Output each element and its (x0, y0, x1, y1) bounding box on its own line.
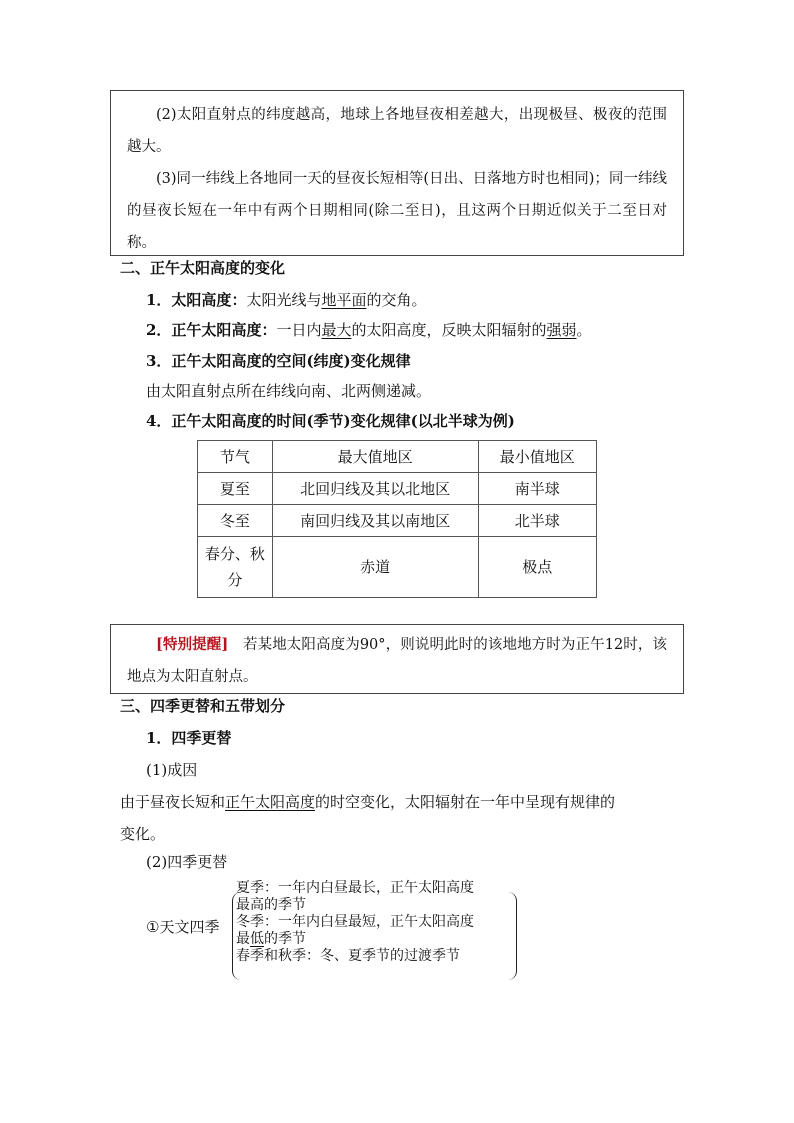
astronomical-seasons-label: ①天文四季 (146, 918, 220, 936)
item-spatial-rule: 3．正午太阳高度的空间(纬度)变化规律 (146, 352, 411, 370)
table-cell: 赤道 (272, 537, 478, 598)
table-header: 最大值地区 (272, 441, 478, 473)
summer-line-2: 最高的季节 (236, 897, 306, 913)
table-row (198, 473, 597, 505)
table-cell: 南半球 (478, 473, 596, 505)
principle-point-2: (2)太阳直射点的纬度越高，地球上各地昼夜相差越大，出现极昼、极夜的范围越大。 (127, 107, 667, 155)
winter-line-1: 冬季：一年内白昼最短，正午太阳高度 (236, 914, 474, 930)
table-header-row (198, 441, 597, 473)
spatial-rule-text: 由太阳直射点所在纬线向南、北两侧递减。 (146, 382, 432, 400)
table-header: 节气 (198, 441, 273, 473)
season-change-subheading: (2)四季更替 (146, 853, 228, 871)
cause-subheading: (1)成因 (146, 761, 198, 779)
table-cell: 南回归线及其以南地区 (272, 505, 478, 537)
astronomical-seasons (146, 880, 526, 980)
section-2-heading: 二、正午太阳高度的变化 (120, 259, 286, 277)
table-cell: 北回归线及其以北地区 (272, 473, 478, 505)
table-row (198, 537, 597, 598)
winter-line-2: 最低的季节 (236, 931, 306, 947)
right-brace (508, 892, 517, 980)
table-cell: 夏至 (198, 473, 273, 505)
special-reminder-box (110, 624, 684, 694)
table-header: 最小值地区 (478, 441, 596, 473)
item-seasons: 1．四季更替 (146, 729, 232, 747)
summer-line-1: 夏季：一年内白昼最长，正午太阳高度 (236, 880, 474, 896)
special-reminder-label: [特别提醒] (156, 636, 229, 653)
table-cell: 春分、秋 分 (198, 537, 273, 598)
principle-point-3: (3)同一纬线上各地同一天的昼夜长短相等(日出、日落地方时也相同)；同一纬线的昼夜长短在一年中有两个日期相同(除二至日)，且这两个日期近似关于二至日对称。 (127, 171, 667, 251)
table-row (198, 505, 597, 537)
table-cell: 冬至 (198, 505, 273, 537)
table-cell: 极点 (478, 537, 596, 598)
noon-altitude-table (197, 440, 597, 598)
special-reminder-text: [特别提醒] 若某地太阳高度为90°，则说明此时的该地地方时为正午12时，该地点为太阳直射点。 (127, 636, 667, 685)
item-noon-altitude: 2．正午太阳高度：一日内最大的太阳高度，反映太阳辐射的强弱。 (146, 321, 592, 339)
item-sun-altitude: 1．太阳高度：太阳光线与地平面的交角。 (146, 291, 427, 309)
item-seasonal-rule: 4．正午太阳高度的时间(季节)变化规律(以北半球为例) (146, 412, 515, 430)
cause-text: 由于昼夜长短和正午太阳高度的时空变化，太阳辐射在一年中呈现有规律的 变化。 (120, 793, 616, 843)
spring-autumn-line: 春季和秋季：冬、夏季节的过渡季节 (236, 948, 460, 964)
principle-box (110, 90, 684, 256)
section-3-heading: 三、四季更替和五带划分 (120, 697, 286, 715)
table-cell: 北半球 (478, 505, 596, 537)
